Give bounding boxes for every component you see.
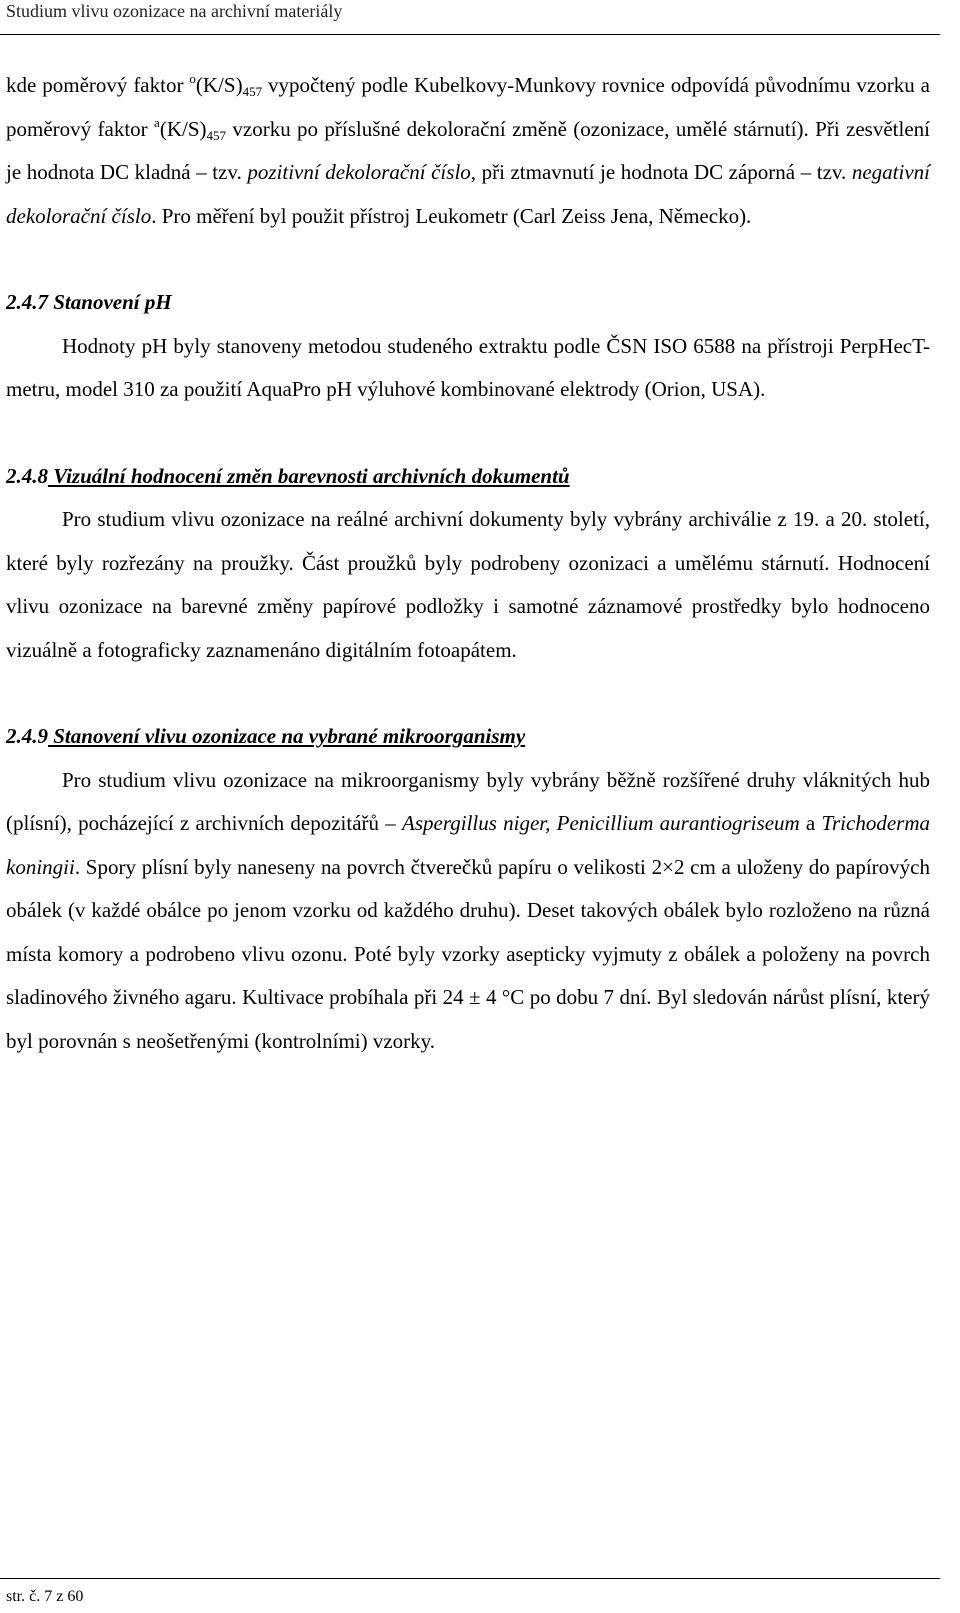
text-run: vzorku po příslušné dekolorační změně (ozonizace, umělé stárnutí). Při zesvětlení je hodnota DC kladná – tzv. (6, 116, 930, 184)
species-name: Trichoderma koningii (6, 811, 930, 879)
subscript: 457 (242, 84, 263, 99)
superscript: a (154, 114, 160, 130)
text-run: Pro studium vlivu ozonizace na mikroorganismy byly vybrány běžně rozšířené druhy vláknitých hub (plísní), pocházející z archivních depozitářů – (6, 767, 930, 835)
spacer (6, 412, 930, 455)
text-run: a (799, 811, 822, 835)
species-names: Aspergillus niger, Penicillium aurantiogriseum (402, 811, 800, 835)
running-header: Studium vlivu ozonizace na archivní materiály (6, 1, 343, 21)
page-number: str. č. 7 z 60 (6, 1588, 84, 1605)
text-run: vypočtený podle Kubelkovy-Munkovy rovnice odpovídá původnímu vzorku a poměrový faktor (6, 73, 930, 141)
text-run: (K/S) (195, 73, 243, 97)
italic-term: pozitivní dekolorační číslo (247, 160, 471, 184)
header-divider (0, 34, 940, 35)
footer-divider (0, 1578, 940, 1579)
paragraph-microorganisms (6, 759, 930, 1064)
spacer (6, 238, 930, 281)
section-title: Stanovení vlivu ozonizace na vybrané mikroorganismy (48, 724, 526, 748)
text-run: , při ztmavnutí je hodnota DC záporná – tzv. (470, 160, 852, 184)
italic-term: negativní dekolorační číslo (6, 160, 930, 228)
section-heading-2-4-8 (6, 455, 930, 499)
superscript: o (189, 71, 196, 86)
text-run: . Pro měření byl použit přístroj Leukometr (Carl Zeiss Jena, Německo). (151, 203, 752, 228)
section-title: Vizuální hodnocení změn barevnosti archivních dokumentů (48, 463, 570, 488)
subscript: 457 (206, 127, 226, 143)
document-body (6, 64, 930, 1063)
paragraph-visual-evaluation: Pro studium vlivu ozonizace na reálné archivní dokumenty byly vybrány archiválie z 19. a 20. století, které byly rozřezány na proužky. Část proužků byly podrobeny ozonizaci a umělému stárnutí. Hodnocení vlivu ozonizace na barevné změny papírové podložky i samotné záznamové prostředky bylo hodnoceno vizuálně a fotograficky zaznamenáno digitálním fotoapátem. (6, 507, 930, 662)
text-run: kde poměrový faktor (6, 73, 190, 97)
section-number: 2.4.7 (6, 290, 48, 314)
section-number: 2.4.8 (6, 463, 48, 488)
section-heading-2-4-9 (6, 715, 930, 759)
section-number: 2.4.9 (6, 724, 48, 748)
section-heading-2-4-7 (6, 281, 930, 325)
paragraph-dc-definition (6, 64, 930, 238)
section-title: Stanovení pH (48, 290, 172, 314)
spacer (6, 672, 930, 715)
text-run: (K/S) (159, 116, 207, 141)
text-run: . Spory plísní byly naneseny na povrch čtverečků papíru o velikosti 2×2 cm a uloženy do papírových obálek (v každé obálce po jenom vzorku od každého druhu). Deset takových obálek bylo rozloženo na různá místa komory a podrobeno vlivu ozonu. Poté byly vzorky asepticky vyjmuty z obálek a položeny na povrch sladinového živného agaru. Kultivace probíhala při 24 ± 4 °C po dobu 7 dní. Byl sledován nárůst plísní, který byl porovnán s neošetřenými (kontrolními) vzorky. (6, 854, 930, 1053)
paragraph-ph: Hodnoty pH byly stanoveny metodou studeného extraktu podle ČSN ISO 6588 na přístroji PerpHecT-metru, model 310 za použití AquaPro pH výluhové kombinované elektrody (Orion, USA). (6, 333, 930, 401)
